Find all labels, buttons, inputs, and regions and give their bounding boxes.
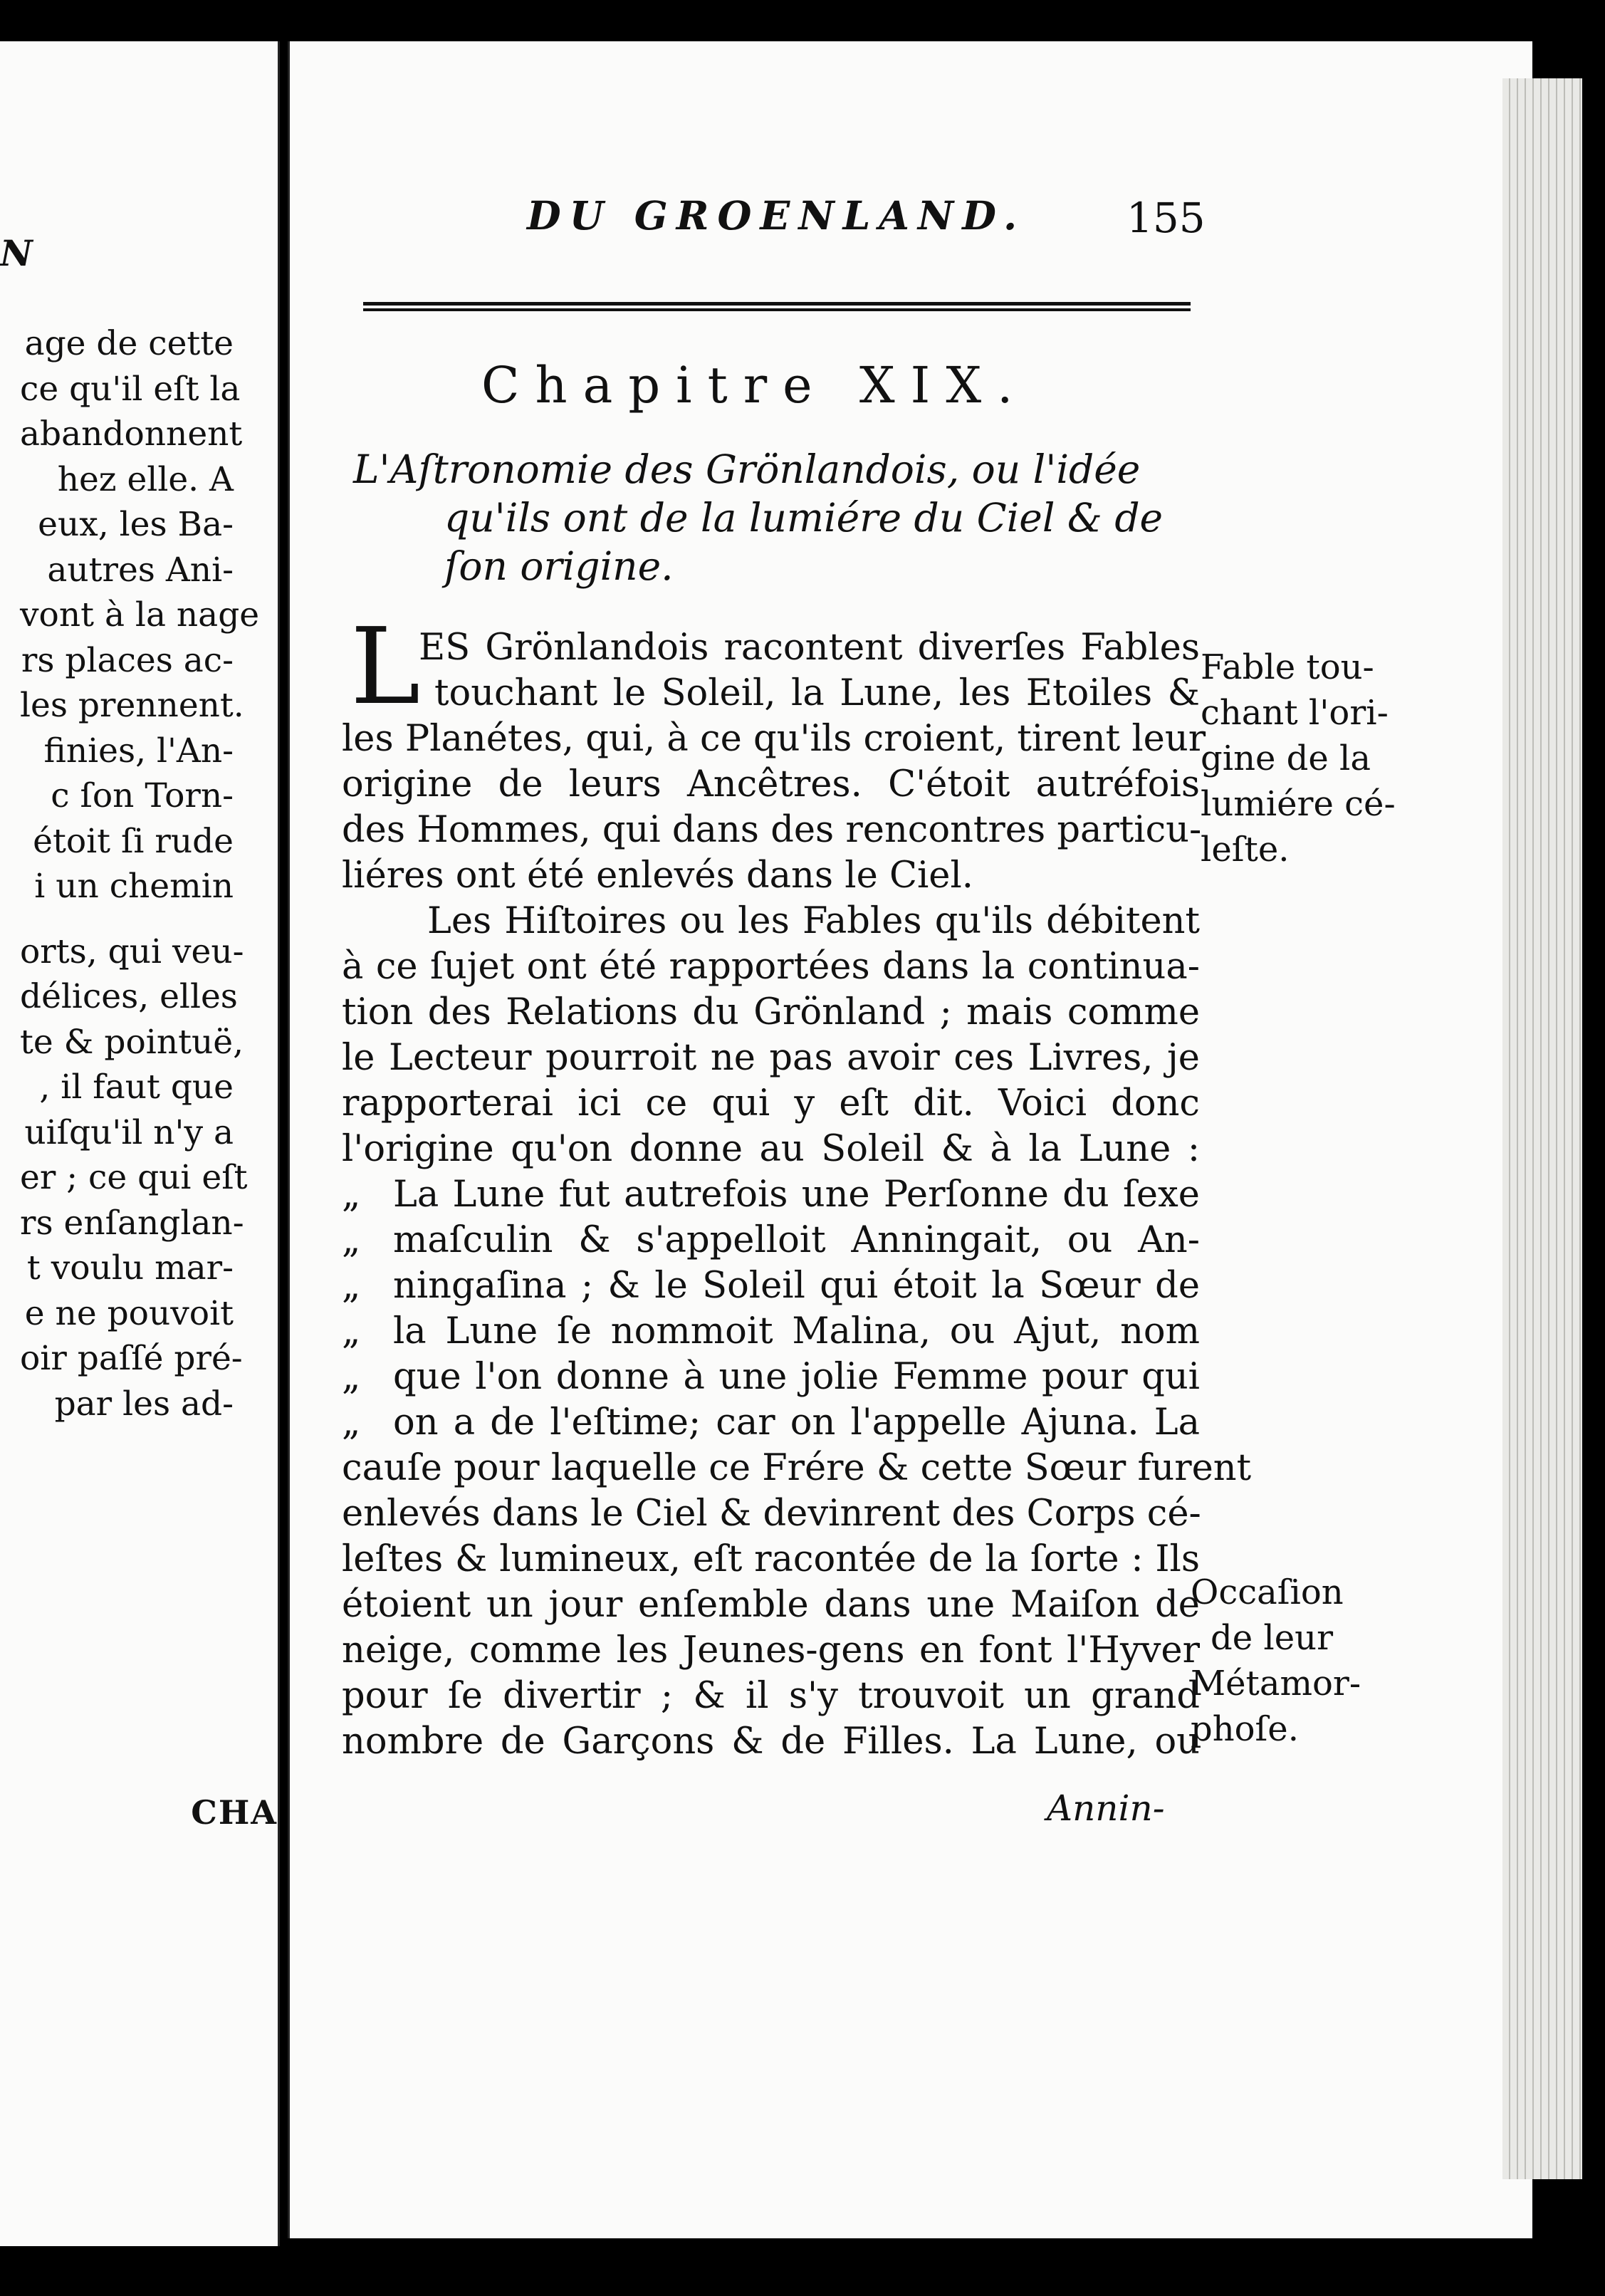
left-line: i un chemin [34, 867, 234, 906]
left-line: eux, les Ba- [38, 505, 234, 544]
left-page-text [20, 321, 260, 1426]
quote-mark: „ [342, 1219, 361, 1261]
left-line: rs places ac- [21, 640, 234, 680]
left-line: rs enſanglan- [20, 1203, 244, 1243]
quote-mark: „ [342, 1265, 361, 1307]
quote-mark: „ [342, 1174, 361, 1216]
margin-note-line: Occaſion [1191, 1572, 1344, 1612]
left-line: hez elle. A [57, 459, 234, 499]
body-line: étoient un jour enſemble dans une Maiſon de [342, 1584, 1200, 1626]
margin-note-line: Métamor- [1191, 1664, 1361, 1703]
body-line: origine de leurs Ancêtres. C'étoit autréfois [342, 763, 1200, 805]
quote-mark: „ [342, 1310, 361, 1352]
body-line: touchant le Soleil, la Lune, les Etoiles & [434, 672, 1200, 714]
left-line: vont à la nage [20, 595, 260, 635]
body-line: la Lune ſe nommoit Malina, ou Ajut, nom [393, 1310, 1200, 1352]
left-line: t voulu mar- [26, 1248, 234, 1288]
running-head: DU GROENLAND. [527, 192, 1026, 239]
margin-note-occasion [1191, 1570, 1369, 1752]
body-line: ES Grönlandois racontent diverſes Fables [419, 627, 1200, 669]
catchword: Annin- [1047, 1788, 1165, 1829]
page-edges [1502, 78, 1582, 2179]
body-line: que l'on donne à une jolie Femme pour qui [393, 1356, 1200, 1398]
body-line: ningaſina ; & le Soleil qui étoit la Sœur de [393, 1265, 1200, 1307]
page-number: 155 [1126, 194, 1206, 242]
body-line: La Lune fut autrefois une Perſonne du ſexe [393, 1174, 1200, 1216]
left-line: oir paſſé pré- [20, 1339, 243, 1378]
left-line: , il faut que [39, 1068, 234, 1107]
margin-note-line: gine de la [1201, 739, 1371, 778]
left-page [0, 41, 280, 2246]
quoted-line [342, 1172, 1200, 1218]
left-line: c ſon Torn- [51, 776, 234, 815]
left-line: finies, l'An- [43, 731, 234, 771]
chapter-title: Chapitre XIX. [481, 356, 1029, 414]
left-line: autres Ani- [47, 550, 234, 590]
quoted-line [342, 1218, 1200, 1263]
left-running-head: N [0, 232, 36, 274]
left-line: e ne pouvoit [24, 1293, 234, 1333]
left-line: abandonnent [20, 414, 243, 454]
margin-note-line: Fable tou- [1201, 647, 1374, 687]
body-line: des Hommes, qui dans des rencontres particu- [342, 809, 1202, 851]
quoted-line [342, 1263, 1200, 1309]
quoted-line [342, 1309, 1200, 1355]
subtitle-line: qu'ils ont de la lumiére du Ciel & de [444, 495, 1164, 541]
body-line: nombre de Garçons & de Filles. La Lune, ou [342, 1721, 1200, 1763]
body-line: à ce ſujet ont été rapportées dans la continua- [342, 946, 1200, 988]
body-line: cauſe pour laquelle ce Frére & cette Sœur furent [342, 1447, 1252, 1489]
body-line: on a de l'eſtime; car on l'appelle Ajuna. La [393, 1402, 1200, 1444]
body-line: leſtes & lumineux, eſt racontée de la ſorte : Ils [342, 1538, 1200, 1580]
left-line: les prennent. [20, 686, 244, 725]
margin-note-fable [1201, 645, 1396, 872]
left-line: étoit ſi rude [33, 821, 234, 861]
quoted-line [342, 1355, 1200, 1400]
margin-note-line: phoſe. [1191, 1709, 1299, 1749]
body-line: liéres ont été enlevés dans le Ciel. [342, 855, 973, 897]
body-line: pour ſe divertir ; & il s'y trouvoit un grand [342, 1675, 1200, 1717]
margin-note-line: de leur [1211, 1618, 1334, 1658]
header-rule [363, 302, 1191, 311]
left-line: délices, elles [20, 977, 238, 1016]
margin-note-line: leſte. [1201, 830, 1290, 870]
drop-cap: L [350, 605, 421, 728]
body-line: le Lecteur pourroit ne pas avoir ces Livres, je [342, 1037, 1200, 1079]
left-line: age de cette [24, 324, 234, 363]
left-catchword: CHA [191, 1793, 278, 1832]
body-line: neige, comme les Jeunes-gens en font l'Hyver [342, 1629, 1200, 1671]
body-line: les Planétes, qui, à ce qu'ils croient, tirent leur [342, 718, 1206, 760]
body-line: rapporterai ici ce qui y eſt dit. Voici donc [342, 1082, 1200, 1124]
body-line: maſculin & s'appelloit Anningait, ou An- [393, 1219, 1200, 1261]
quote-mark: „ [342, 1356, 361, 1398]
body-line: l'origine qu'on donne au Soleil & à la Lune : [342, 1128, 1200, 1170]
quote-mark: „ [342, 1402, 361, 1444]
margin-note-line: chant l'ori- [1201, 693, 1389, 733]
subtitle-line: ſon origine. [444, 543, 674, 589]
left-line: orts, qui veu- [20, 932, 244, 971]
body-line: enlevés dans le Ciel & devinrent des Corps cé- [342, 1493, 1201, 1535]
quoted-line [342, 1400, 1200, 1446]
left-line: er ; ce qui eſt [20, 1158, 248, 1197]
left-line: ce qu'il eſt la [20, 369, 241, 409]
subtitle-line: L'Aſtronomie des Grönlandois, ou l'idée [353, 447, 1141, 492]
body-line: Les Hiſtoires ou les Fables qu'ils débitent [427, 900, 1200, 942]
left-line: te & pointuë, [20, 1022, 244, 1062]
body-line: tion des Relations du Grönland ; mais comme [342, 991, 1200, 1033]
left-line: par les ad- [54, 1384, 234, 1424]
chapter-subtitle [353, 445, 1201, 590]
margin-note-line: lumiére cé- [1201, 784, 1396, 824]
left-line: uiſqu'il n'y a [24, 1112, 234, 1152]
